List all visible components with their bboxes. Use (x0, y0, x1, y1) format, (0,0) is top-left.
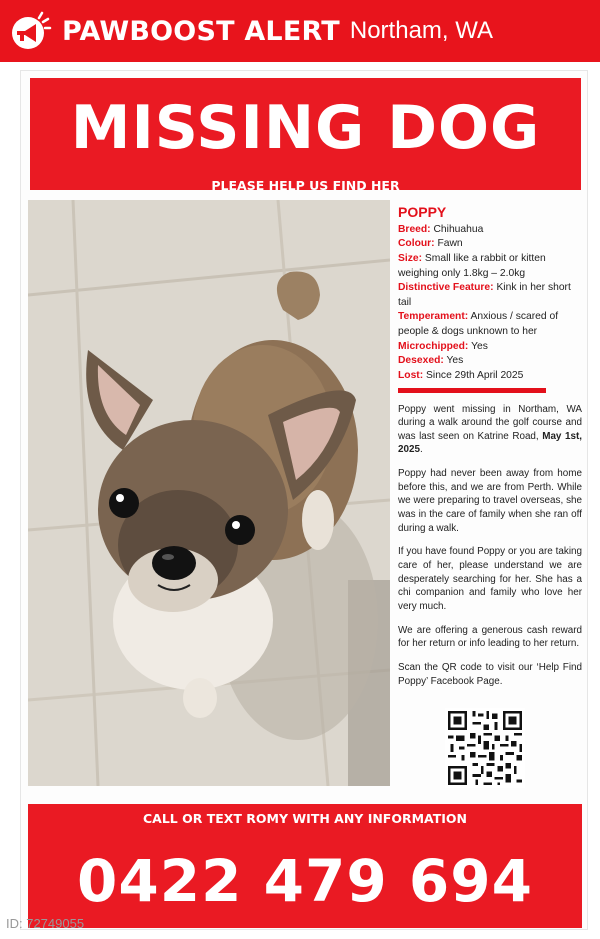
field-desexed (398, 354, 582, 369)
field-value: Since 29th April 2025 (426, 369, 524, 381)
field-label: Size: (398, 253, 423, 265)
field-lost (398, 369, 582, 384)
story-paragraph-1 (398, 403, 582, 458)
contact-banner (28, 804, 582, 928)
field-value: Yes (471, 340, 488, 352)
phone-number[interactable]: 0422 479 694 (77, 847, 533, 915)
story-paragraph-4: We are offering a generous cash reward for her return or info leading to her return. (398, 624, 582, 650)
field-distinctive-feature (398, 281, 582, 310)
story-date: May 1st, 2025 (398, 430, 582, 456)
field-breed (398, 223, 582, 238)
pet-name: POPPY (398, 204, 447, 220)
alert-location: Northam, WA (349, 17, 494, 44)
poster-headline: MISSING DOG (70, 93, 541, 163)
divider (398, 388, 546, 393)
qr-code-icon[interactable] (445, 708, 525, 788)
field-value: Small like a rabbit or kitten weighing only 1.8kg – 2.0kg (398, 253, 546, 279)
megaphone-icon (8, 9, 52, 53)
call-instruction: CALL OR TEXT ROMY WITH ANY INFORMATION (142, 811, 468, 826)
story-text: Poppy went missing in Northam, WA during a walk around the golf course and was last seen on Katrine Road, (398, 403, 582, 442)
missing-poster (20, 70, 588, 930)
field-value: Yes (446, 355, 464, 367)
field-label: Colour: (398, 238, 435, 250)
field-value: Fawn (437, 238, 463, 250)
field-label: Microchipped: (398, 340, 469, 352)
field-colour (398, 237, 582, 252)
headline-banner (30, 78, 581, 193)
field-value: Anxious / scared of people & dogs unknown to her (398, 311, 559, 338)
pet-details (398, 204, 582, 698)
story-end: . (419, 444, 423, 456)
field-label: Temperament: (398, 311, 469, 323)
field-label: Lost: (398, 369, 424, 381)
field-label: Desexed: (398, 355, 444, 367)
dog-photo (28, 200, 390, 786)
field-label: Distinctive Feature: (398, 282, 494, 294)
field-size (398, 252, 582, 281)
story-paragraph-5: Scan the QR code to visit our ‘Help Find Poppy’ Facebook Page. (398, 662, 582, 687)
brand-title: PAWBOOST ALERT (62, 15, 340, 47)
field-temperament (398, 310, 582, 339)
field-value: Chihuahua (433, 223, 484, 235)
field-value: Kink in her short tail (398, 282, 571, 308)
field-microchipped (398, 340, 582, 355)
alert-id: ID: 72749055 (6, 916, 85, 931)
story-paragraph-2: Poppy had never been away from home before this, and we are from Perth. While we were preparing to travel overseas, she was in the care of family when she ran off during a walk. (398, 468, 582, 534)
alert-header (0, 0, 600, 62)
poster-subheadline: PLEASE HELP US FIND HER (211, 178, 400, 193)
field-label: Breed: (398, 223, 431, 235)
story-paragraph-3: If you have found Poppy or you are taking care of her, please understand we are desperately searching for her. She has a chi companion and family who love her very much. (398, 546, 582, 613)
